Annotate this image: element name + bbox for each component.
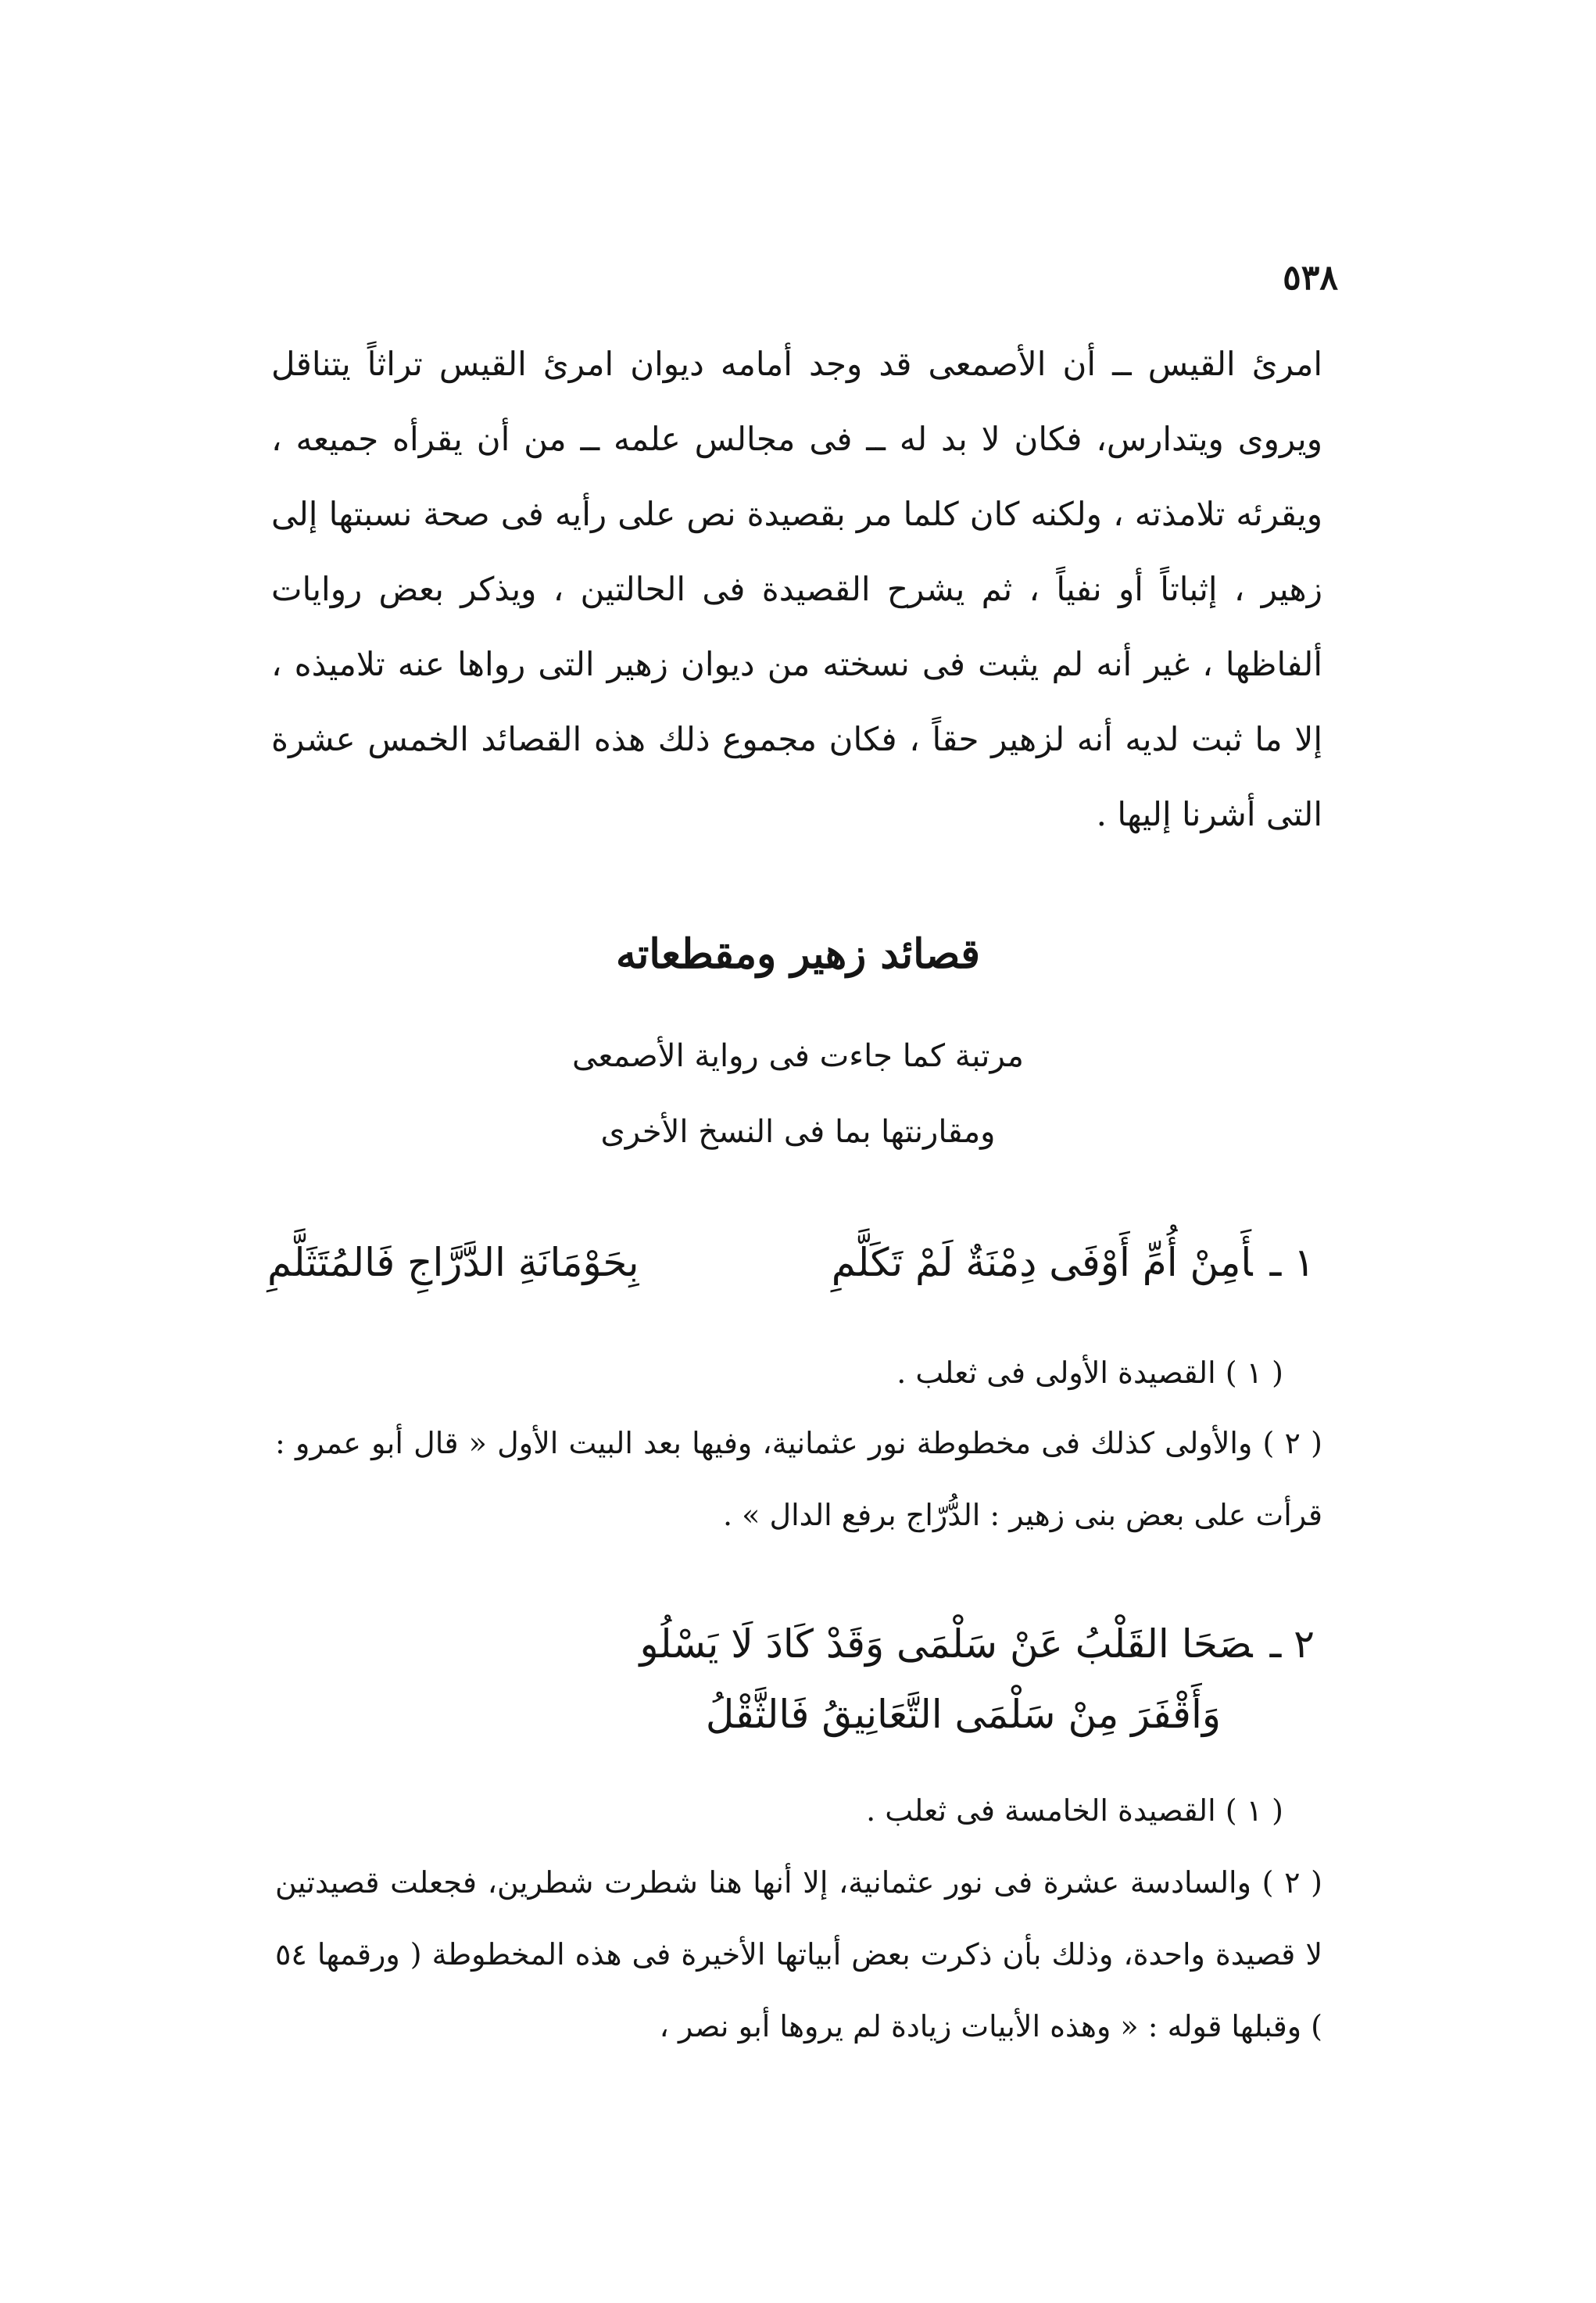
verse-number: ١ ـ [1269, 1240, 1315, 1285]
footnote: ( ٢ ) والسادسة عشرة فى نور عثمانية، إلا أنها هنا شطرت شطرين، فجعلت قصيدتين لا قصيدة واحدة، وذلك بأن ذكرت بعض أبياتها الأخيرة فى هذه المخطوطة ( ورقمها ٥٤ ) وقبلها قوله : « وهذه الأبيات زيادة لم يروها أبو نصر ، [275, 1865, 1323, 2043]
footnote: ( ١ ) القصيدة الخامسة فى ثعلب . [866, 1793, 1283, 1828]
section-subtitle: مرتبة كما جاءت فى رواية الأصمعى [572, 1038, 1024, 1074]
verse-first-hemistich [267, 1609, 1315, 1679]
verse-first-hemistich [832, 1227, 1315, 1298]
section-subtitle: ومقارنتها بما فى النسخ الأخرى [600, 1114, 996, 1150]
intro-paragraph: امرئ القيس ــ أن الأصمعى قد وجد أمامه ديوان امرئ القيس تراثاً يتناقل ويروى ويتدارس، فكان لا بد له ــ فى مجالس علمه ــ من أن يقرأه جميعه ، ويقرئه تلامذته ، ولكنه كان كلما مر بقصيدة نص على رأيه فى صحة نسبتها إلى زهير ، إثباتاً أو نفياً ، ثم يشرح القصيدة فى الحالتين ، ويذكر بعض روايات ألفاظها ، غير أنه لم يثبت فى نسخته من ديوان زهير التى رواها عنه تلاميذه ، إلا ما ثبت لديه أنه لزهير حقاً ، فكان مجموع ذلك هذه القصائد الخمس عشرة التى أشرنا إليها . [271, 345, 1322, 833]
hemistich-text: صَحَا القَلْبُ عَنْ سَلْمَى وَقَدْ كَادَ لَا يَسْلُو [639, 1621, 1253, 1667]
footnote: ( ٢ ) والأولى كذلك فى مخطوطة نور عثمانية، وفيها بعد البيت الأول « قال أبو عمرو : قرأت على بعض بنى زهير : الدُّرّاج برفع الدال » . [275, 1426, 1322, 1532]
poem-verse [267, 1227, 1315, 1298]
footnote: ( ١ ) القصيدة الأولى فى ثعلب . [896, 1356, 1283, 1390]
verse-second-hemistich: وَأَقْفَرَ مِنْ سَلْمَى التَّعَانِيقُ فَالثَّقْلُ [705, 1692, 1221, 1737]
verse-second-hemistich: بِحَوْمَانَةِ الدَّرَّاجِ فَالمُتَثَلَّمِ [267, 1240, 639, 1285]
page-number: ٥٣٨ [1283, 258, 1338, 298]
verse-number: ٢ ـ [1269, 1621, 1315, 1667]
hemistich-text: أَمِنْ أُمِّ أَوْفَى دِمْنَةٌ لَمْ تَكَلَّمِ [831, 1240, 1253, 1285]
section-title: قصائد زهير ومقطعاته [616, 930, 980, 978]
poem-verse [267, 1609, 1315, 1750]
